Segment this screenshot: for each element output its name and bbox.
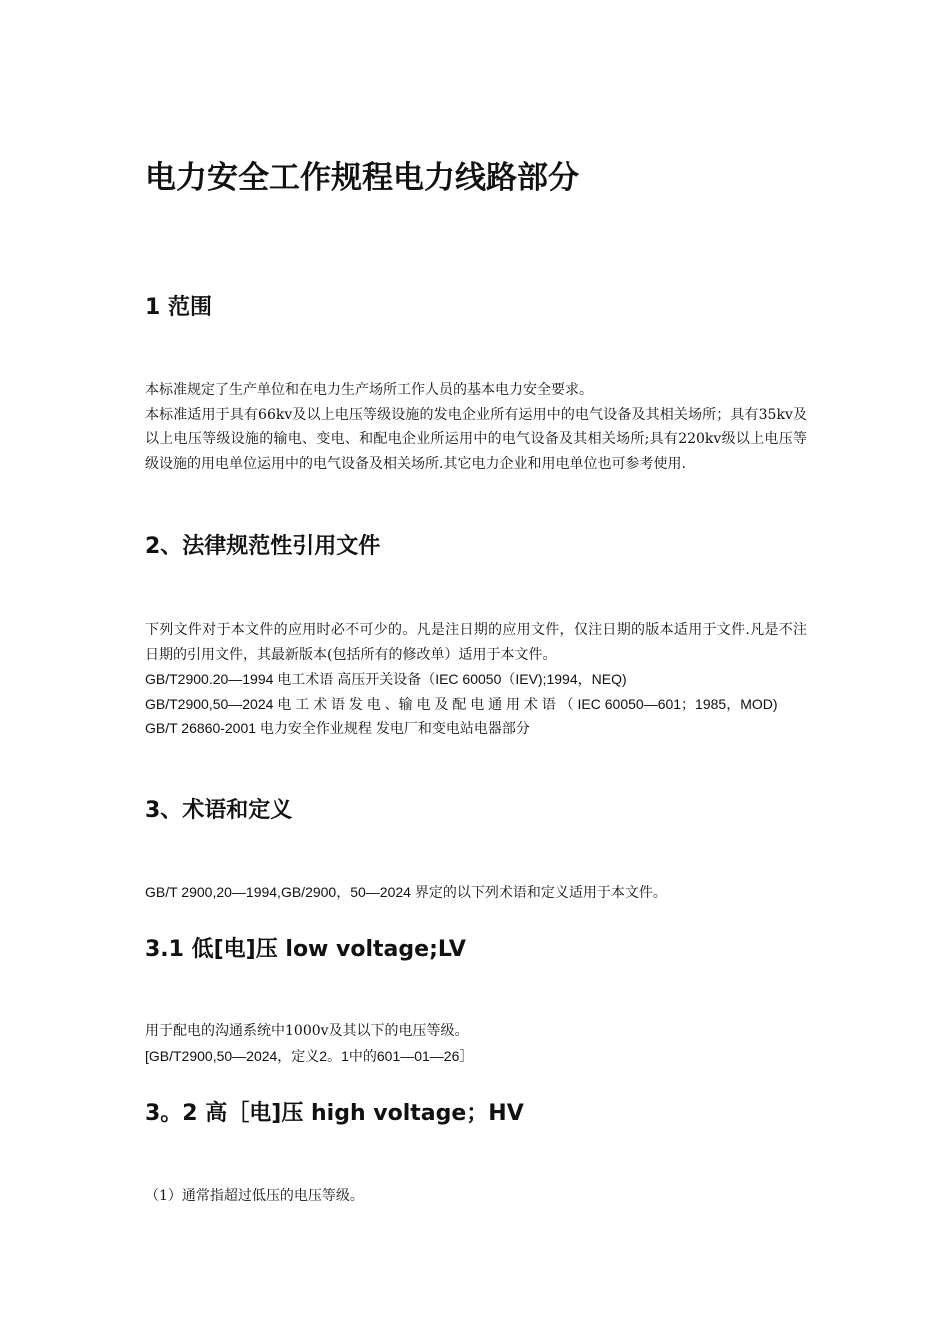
paragraph: 下列文件对于本文件的应用时必不可少的。凡是注日期的应用文件，仅注日期的版本适用于文件.凡是不注日期的引用文件，其最新版本(包括所有的修改单）适用于本文件。	[145, 622, 807, 663]
paragraph: GB/T 2900,20—1994,GB/2900，50—2024 界定的以下列术语和定义适用于本文件。	[145, 884, 667, 900]
section-heading-high-voltage: 3。2 高［电]压 high voltage；HV	[145, 1101, 524, 1126]
paragraph: 本标准规定了生产单位和在电力生产场所工作人员的基本电力安全要求。	[145, 382, 593, 398]
section-heading-scope: 1 范围	[145, 295, 212, 320]
section-body-high-voltage	[145, 1184, 807, 1209]
section-body-terms	[145, 880, 807, 905]
reference-item: GB/T2900,50—2024 电 工 术 语 发 电 、输 电 及 配 电 通 用 术 语 （ IEC 60050—601；1985，MOD)	[145, 695, 778, 712]
paragraph: 本标准适用于具有66kv及以上电压等级设施的发电企业所有运用中的电气设备及其相关场所；具有35kv及以上电压等级设施的输电、变电、和配电企业所运用中的电气设备及其相关场所;具有220kv级以上电压等级设施的用电单位运用中的电气设备及相关场所.其它电力企业和用电单位也可参考使用.	[145, 406, 807, 472]
section-body-low-voltage	[145, 1019, 807, 1068]
section-heading-low-voltage: 3.1 低[电]压 low voltage;LV	[145, 937, 466, 962]
reference-item: GB/T2900.20—1994 电工术语 高压开关设备（IEC 60050（IEV);1994，NEQ)	[145, 671, 627, 687]
paragraph: 用于配电的沟通系统中1000v及其以下的电压等级。	[145, 1023, 469, 1039]
section-heading-terms: 3、术语和定义	[145, 798, 293, 823]
document-title: 电力安全工作规程电力线路部分	[145, 160, 579, 196]
paragraph: （1）通常指超过低压的电压等级。	[145, 1188, 364, 1204]
reference-item: GB/T 26860-2001 电力安全作业规程 发电厂和变电站电器部分	[145, 720, 530, 736]
section-body-references	[145, 618, 807, 741]
paragraph: [GB/T2900,50—2024，定义2。1中的601—01—26］	[145, 1047, 474, 1064]
section-body-scope	[145, 378, 807, 476]
section-heading-references: 2、法律规范性引用文件	[145, 534, 381, 559]
